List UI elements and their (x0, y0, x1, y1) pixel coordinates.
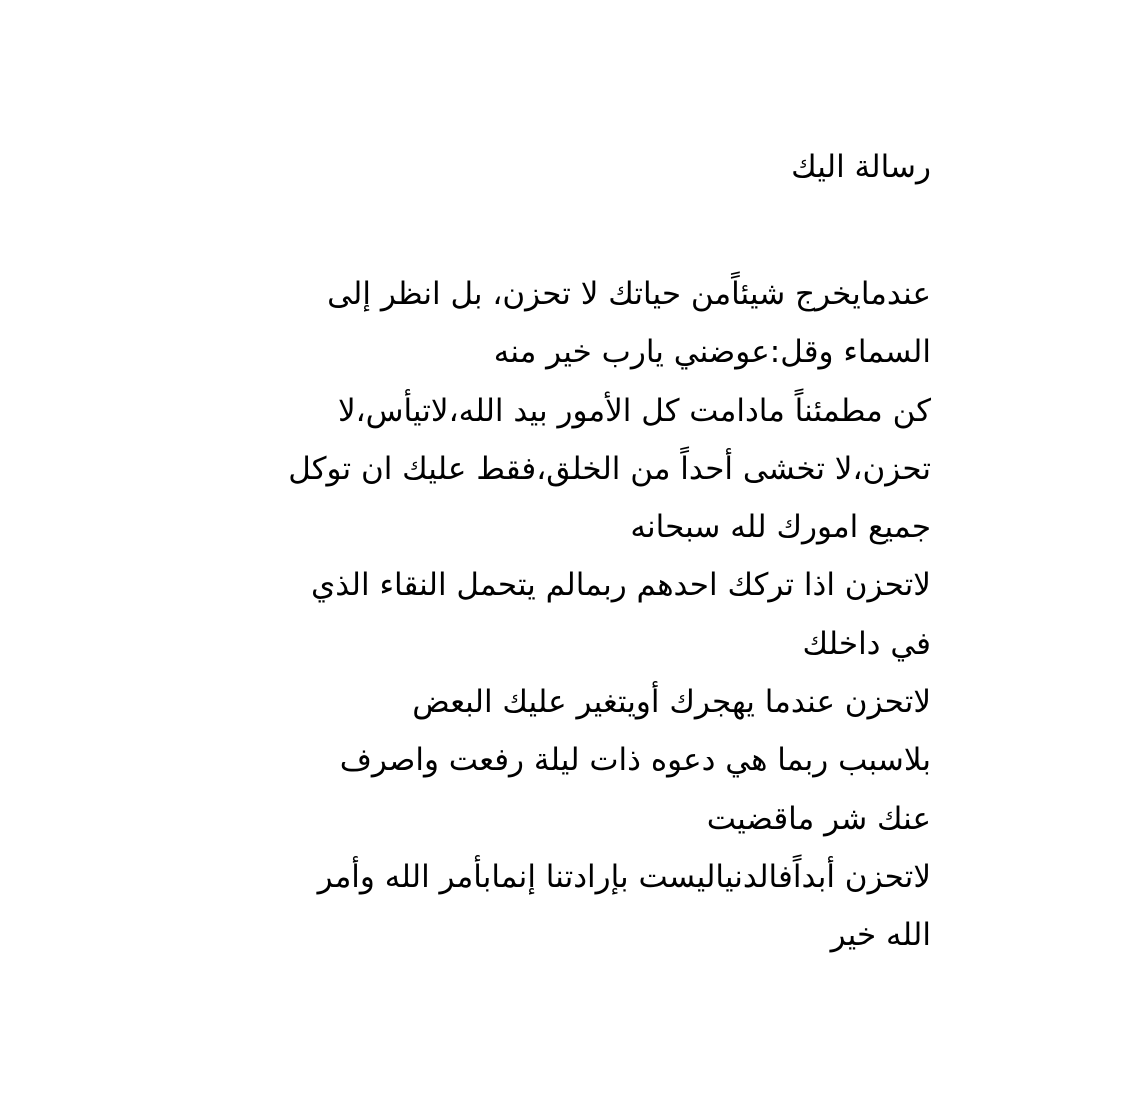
text-line: بلاسبب ربما هي دعوه ذات ليلة رفعت واصرف (339, 742, 931, 779)
text-line: عندمايخرج شيئاًمن حياتك لا تحزن، بل انظر إلى (327, 276, 931, 312)
text-line: تحزن،لا تخشى أحداً من الخلق،فقط عليك ان توكل (288, 450, 931, 487)
document-body (131, 265, 931, 965)
text-line: الله خير (830, 917, 931, 954)
document-title: رسالة اليك (791, 149, 931, 185)
text-line: لاتحزن اذا تركك احدهم ربمالم يتحمل النقاء الذي (311, 567, 931, 604)
text-line: عنك شر ماقضيت (706, 800, 931, 837)
text-line: لاتحزن أبداًفالدنياليست بإرادتنا إنمابأمر الله وأمر (317, 858, 931, 895)
text-line: لاتحزن عندما يهجرك أويتغير عليك البعض (412, 684, 931, 721)
text-line: جميع امورك لله سبحانه (630, 509, 931, 546)
text-line: كن مطمئناً مادامت كل الأمور بيد الله،لاتيأس،لا (337, 392, 931, 429)
text-line: السماء وقل:عوضني يارب خير منه (493, 334, 931, 371)
text-line: في داخلك (802, 625, 931, 662)
